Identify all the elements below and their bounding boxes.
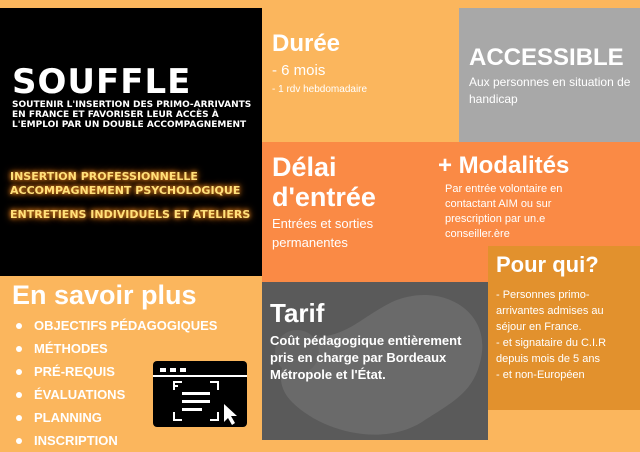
- tarif-text: Coût pédagogique entièrement pris en charge par Bordeaux Métropole et l'État.: [270, 333, 462, 382]
- souffle-highlights: [10, 170, 260, 198]
- tarif-title: Tarif: [270, 298, 325, 328]
- pour-qui-title: Pour qui?: [496, 252, 599, 277]
- highlight-accompagnement: ACCOMPAGNEMENT PSYCHOLOGIQUE: [10, 184, 241, 197]
- modalites-text: Par entrée volontaire en contactant AIM ou sur prescription par un.e conseiller.ère: [445, 183, 563, 240]
- pour-qui-line: - Personnes primo-arrivantes admises au séjour en France.: [496, 289, 604, 333]
- bullet-icon: [16, 438, 22, 444]
- highlight-entretiens: ENTRETIENS INDIVIDUELS ET ATELIERS: [10, 208, 251, 221]
- souffle-title: SOUFFLE: [12, 62, 192, 102]
- savoir-item-evaluations[interactable]: ÉVALUATIONS: [12, 383, 217, 406]
- savoir-item-methodes[interactable]: MÉTHODES: [12, 337, 217, 360]
- bullet-icon: [16, 392, 22, 398]
- pour-qui-line: - et signataire du C.I.R depuis mois de 5 ans: [496, 337, 607, 365]
- bullet-icon: [16, 323, 22, 329]
- highlight-insertion: INSERTION PROFESSIONNELLE: [10, 170, 198, 183]
- accessible-title: ACCESSIBLE: [469, 44, 624, 71]
- delai-title: Délai d'entrée: [272, 152, 376, 212]
- duree-line1: - 6 mois: [272, 62, 326, 79]
- duree-title: Durée: [272, 30, 341, 57]
- bullet-icon: [16, 415, 22, 421]
- savoir-item-inscription[interactable]: INSCRIPTION: [12, 429, 217, 452]
- duree-line2: - 1 rdv hebdomadaire: [272, 84, 368, 95]
- modalites-title: + Modalités: [438, 152, 570, 179]
- accessible-text: Aux personnes en situation de handicap: [469, 75, 631, 106]
- savoir-item-objectifs[interactable]: OBJECTIFS PÉDAGOGIQUES: [12, 314, 217, 337]
- bullet-icon: [16, 369, 22, 375]
- computer-click-icon: [152, 360, 248, 428]
- souffle-subtitle: SOUTENIR L'INSERTION DES PRIMO-ARRIVANTS EN FRANCE ET FAVORISER LEUR ACCÈS À L'EMPLOI PAR UN DOUBLE ACCOMPAGNEMENT: [12, 100, 252, 130]
- pour-qui-line: - et non-Européen: [496, 369, 585, 381]
- savoir-title: En savoir plus: [12, 280, 197, 310]
- savoir-item-prerequis[interactable]: PRÉ-REQUIS: [12, 360, 217, 383]
- pour-qui-text: [496, 287, 636, 383]
- souffle-panel: [0, 8, 262, 276]
- savoir-item-planning[interactable]: PLANNING: [12, 406, 217, 429]
- delai-text: Entrées et sorties permanentes: [272, 216, 374, 250]
- bullet-icon: [16, 346, 22, 352]
